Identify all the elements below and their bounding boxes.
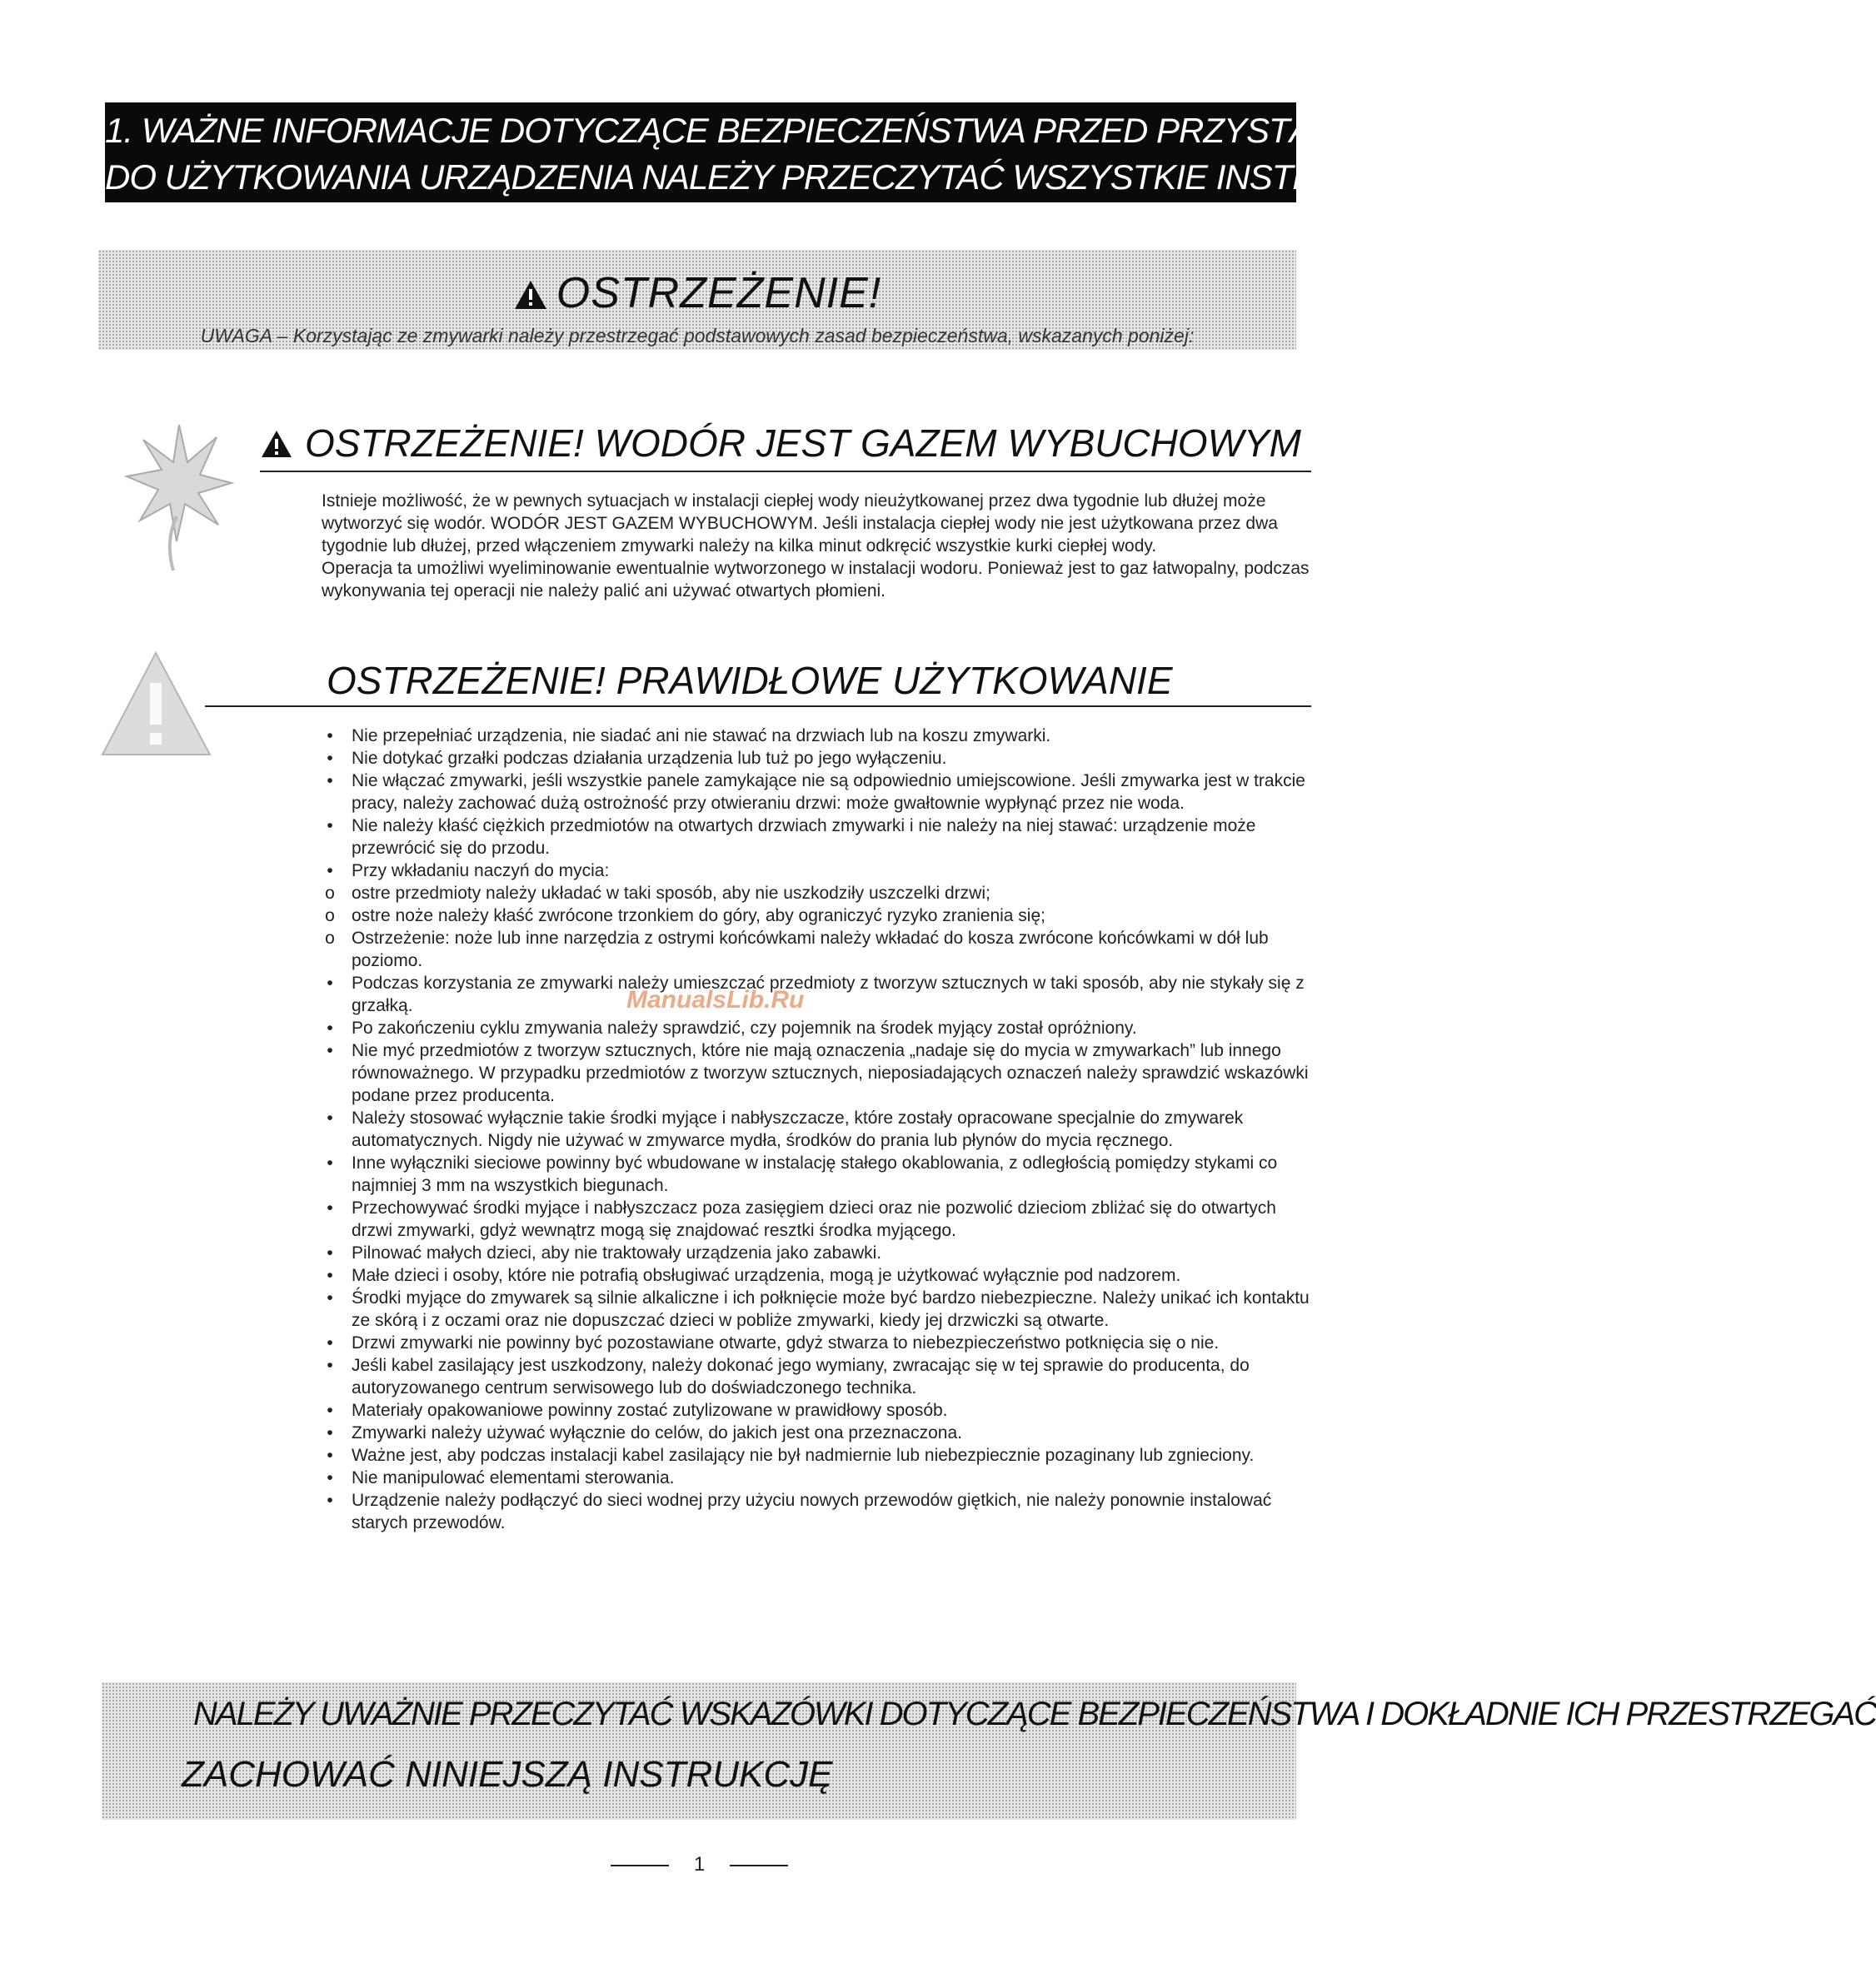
list-item-text: Pilnować małych dzieci, aby nie traktowały urządzenia jako zabawki. (352, 1243, 882, 1263)
list-item (322, 1197, 1313, 1242)
page-number: 1 (693, 1853, 706, 1876)
list-item-text: Środki myjące do zmywarek są silnie alkaliczne i ich połknięcie może być bardzo niebezpieczne. Należy unikać ich kontaktu ze skórą i z oczami oraz nie dopuszczać dzieci w pobliże zmywarki, kiedy jej drzwiczki są otwarte. (352, 1288, 1310, 1330)
list-item (322, 1152, 1313, 1197)
list-item (322, 1444, 1313, 1467)
list-marker: o (325, 929, 335, 948)
hydrogen-paragraph-2: Operacja ta umożliwi wyeliminowanie ewentualnie wytworzonego w instalacji wodoru. Ponieważ jest to gaz łatwopalny, podczas wykonywania tej operacji nie należy palić ani używać otwartych płomieni. (322, 559, 1310, 600)
warning-box (98, 250, 1296, 350)
list-item-text: Nie manipulować elementami sterowania. (352, 1468, 675, 1487)
warning-subtitle: UWAGA – Korzystając ze zmywarki należy przestrzegać podstawowych zasad bezpieczeństwa, wskazanych poniżej: (200, 325, 1195, 346)
list-marker: o (325, 906, 335, 925)
usage-list (322, 725, 1313, 1534)
header-banner (105, 102, 1450, 202)
footer-line-1: NALEŻY UWAŻNIE PRZECZYTAĆ WSKAZÓWKI DOTYCZĄCE BEZPIECZEŃSTWA I DOKŁADNIE ICH PRZESTRZEGAĆ (193, 1696, 1876, 1732)
list-item-text: Przechowywać środki myjące i nabłyszczacz poza zasięgiem dzieci oraz nie pozwolić dzieciom zbliżać się do otwartych drzwi zmywarki, gdyż wewnątrz mogą się znajdować resztki środka myjącego. (352, 1198, 1276, 1240)
list-item (322, 815, 1313, 859)
list-item-text: Nie należy kłaść ciężkich przedmiotów na otwartych drzwiach zmywarki i nie należy na niej stawać: urządzenie może przewrócić się do przodu. (352, 816, 1256, 858)
list-item-text: Nie przepełniać urządzenia, nie siadać ani nie stawać na drzwiach lub na koszu zmywarki. (352, 726, 1051, 745)
list-item (322, 747, 1313, 770)
list-marker: • (327, 1266, 333, 1285)
warning-title-row (98, 268, 1296, 321)
list-item (322, 1467, 1313, 1489)
list-marker: • (327, 1153, 333, 1173)
list-item (322, 904, 1313, 927)
list-item-text: Zmywarki należy używać wyłącznie do celów, do jakich jest ona przeznaczona. (352, 1423, 963, 1442)
list-item (322, 1039, 1313, 1107)
list-item-text: Po zakończeniu cyklu zmywania należy sprawdzić, czy pojemnik na środek myjący został opróżniony. (352, 1019, 1137, 1038)
list-marker: • (327, 1198, 333, 1218)
dash-left (611, 1865, 669, 1866)
list-marker: • (327, 1019, 333, 1038)
list-item-text: Jeśli kabel zasilający jest uszkodzony, należy dokonać jego wymiany, zwracając się w tej sprawie do producenta, do autoryzowanego centrum serwisowego lub do doświadczonego technika. (352, 1356, 1250, 1398)
explosion-icon (125, 416, 233, 579)
list-marker: • (327, 1423, 333, 1442)
list-marker: • (327, 1468, 333, 1487)
list-marker: • (327, 1109, 333, 1128)
list-marker: • (327, 1041, 333, 1060)
list-item-text: Ważne jest, aby podczas instalacji kabel zasilający nie był nadmiernie lub niebezpiecznie pozaginany lub zgnieciony. (352, 1446, 1255, 1465)
list-item-text: ostre noże należy kłaść zwrócone trzonkiem do góry, aby ograniczyć ryzyko zranienia się; (352, 906, 1045, 925)
list-marker: • (327, 771, 333, 790)
watermark: ManualsLib.Ru (626, 986, 805, 1014)
list-item (322, 927, 1313, 972)
hydrogen-paragraph-1: Istnieje możliwość, że w pewnych sytuacjach w instalacji ciepłej wody nieużytkowanej przez dwa tygodnie lub dłużej może wytworzyć się wodór. WODÓR JEST GAZEM WYBUCHOWYM. Jeśli instalacja ciepłej wody nie jest użytkowana przez dwa tygodnie lub dłużej, przed włączeniem zmywarki należy na kilka minut odkręcić wszystkie kurki ciepłej wody. (322, 491, 1278, 556)
list-item-text: Nie dotykać grzałki podczas działania urządzenia lub tuż po jego wyłączeniu. (352, 749, 947, 768)
list-marker: • (327, 974, 333, 993)
footer-line-2: ZACHOWAĆ NINIEJSZĄ INSTRUKCJĘ (182, 1754, 833, 1795)
list-item (322, 1264, 1313, 1287)
list-item (322, 882, 1313, 904)
list-marker: • (327, 726, 333, 745)
list-item-text: Nie myć przedmiotów z tworzyw sztucznych, które nie mają oznaczenia „nadaje się do mycia w zmywarkach” lub innego równoważnego. W przypadku przedmiotów z tworzyw sztucznych, nieposiadających oznaczeń należy sprawdzić wskazówki podane przez producenta. (352, 1041, 1309, 1105)
list-item (322, 1287, 1313, 1332)
list-item (322, 1332, 1313, 1354)
hydrogen-text (322, 490, 1313, 602)
list-item (322, 1354, 1313, 1399)
list-item-text: Przy wkładaniu naczyń do mycia: (352, 861, 610, 880)
list-item-text: Należy stosować wyłącznie takie środki myjące i nabłyszczacze, które zostały opracowane specjalnie do zmywarek automatycznych. Nigdy nie używać w zmywarce mydła, środków do prania lub płynów do mycia ręcznego. (352, 1109, 1244, 1150)
hydrogen-rule (260, 471, 1311, 472)
header-line-1: 1. WAŻNE INFORMACJE DOTYCZĄCE BEZPIECZEŃSTWA PRZED PRZYSTĄPIENIEM (105, 111, 1450, 150)
list-item (322, 1489, 1313, 1534)
hydrogen-title-row (260, 421, 1301, 468)
page-number-row (0, 1853, 1399, 1876)
list-item-text: Materiały opakowaniowe powinny zostać zutylizowane w prawidłowy sposób. (352, 1401, 948, 1420)
list-marker: • (327, 1491, 333, 1510)
list-item (322, 1107, 1313, 1152)
warning-triangle-icon (513, 272, 548, 321)
list-marker: • (327, 749, 333, 768)
list-item (322, 972, 1313, 1017)
list-item-text: Drzwi zmywarki nie powinny być pozostawiane otwarte, gdyż stwarza to niebezpieczeństwo potknięcia się o nie. (352, 1333, 1220, 1353)
dash-right (730, 1865, 788, 1866)
warning-title: OSTRZEŻENIE! (556, 269, 882, 317)
list-marker: • (327, 1333, 333, 1353)
list-item (322, 1017, 1313, 1039)
list-item-text: ostre przedmioty należy układać w taki sposób, aby nie uszkodziły uszczelki drzwi; (352, 884, 990, 903)
hydrogen-title: OSTRZEŻENIE! WODÓR JEST GAZEM WYBUCHOWYM (305, 421, 1301, 465)
list-marker: • (327, 1243, 333, 1263)
list-marker: • (327, 1288, 333, 1308)
footer-box (102, 1682, 1876, 1820)
list-marker: • (327, 1446, 333, 1465)
large-warning-triangle-icon (100, 650, 212, 762)
list-item (322, 725, 1313, 747)
list-marker: • (327, 861, 333, 880)
warning-triangle-icon (260, 423, 293, 468)
list-item (322, 1422, 1313, 1444)
list-marker: o (325, 884, 335, 903)
list-item (322, 859, 1313, 882)
list-item (322, 770, 1313, 815)
list-item (322, 1242, 1313, 1264)
usage-rule (205, 705, 1311, 707)
usage-title: OSTRZEŻENIE! PRAWIDŁOWE UŻYTKOWANIE (327, 659, 1173, 702)
list-item-text: Ostrzeżenie: noże lub inne narzędzia z ostrymi końcówkami należy wkładać do kosza zwrócone końcówkami w dół lub poziomo. (352, 929, 1269, 970)
list-item (322, 1399, 1313, 1422)
list-item-text: Małe dzieci i osoby, które nie potrafią obsługiwać urządzenia, mogą je użytkować wyłącznie pod nadzorem. (352, 1266, 1181, 1285)
list-marker: • (327, 1356, 333, 1375)
list-item-text: Podczas korzystania ze zmywarki należy umieszczać przedmioty z tworzyw sztucznych w taki sposób, aby nie stykały się z grzałką. (352, 974, 1305, 1015)
list-marker: • (327, 816, 333, 835)
list-marker: • (327, 1401, 333, 1420)
list-item-text: Urządzenie należy podłączyć do sieci wodnej przy użyciu nowych przewodów giętkich, nie należy ponownie instalować starych przewodów. (352, 1491, 1272, 1532)
list-item-text: Nie włączać zmywarki, jeśli wszystkie panele zamykające nie są odpowiednio umiejscowione. Jeśli zmywarka jest w trakcie pracy, należy zachować dużą ostrożność przy otwieraniu drzwi: może gwałtownie wypłynąć przez nie woda. (352, 771, 1305, 813)
list-item-text: Inne wyłączniki sieciowe powinny być wbudowane w instalację stałego okablowania, z odległością pomiędzy stykami co najmniej 3 mm na wszystkich biegunach. (352, 1153, 1278, 1195)
header-line-2: DO UŻYTKOWANIA URZĄDZENIA NALEŻY PRZECZYTAĆ WSZYSTKIE INSTRUKCJE (105, 157, 1428, 197)
